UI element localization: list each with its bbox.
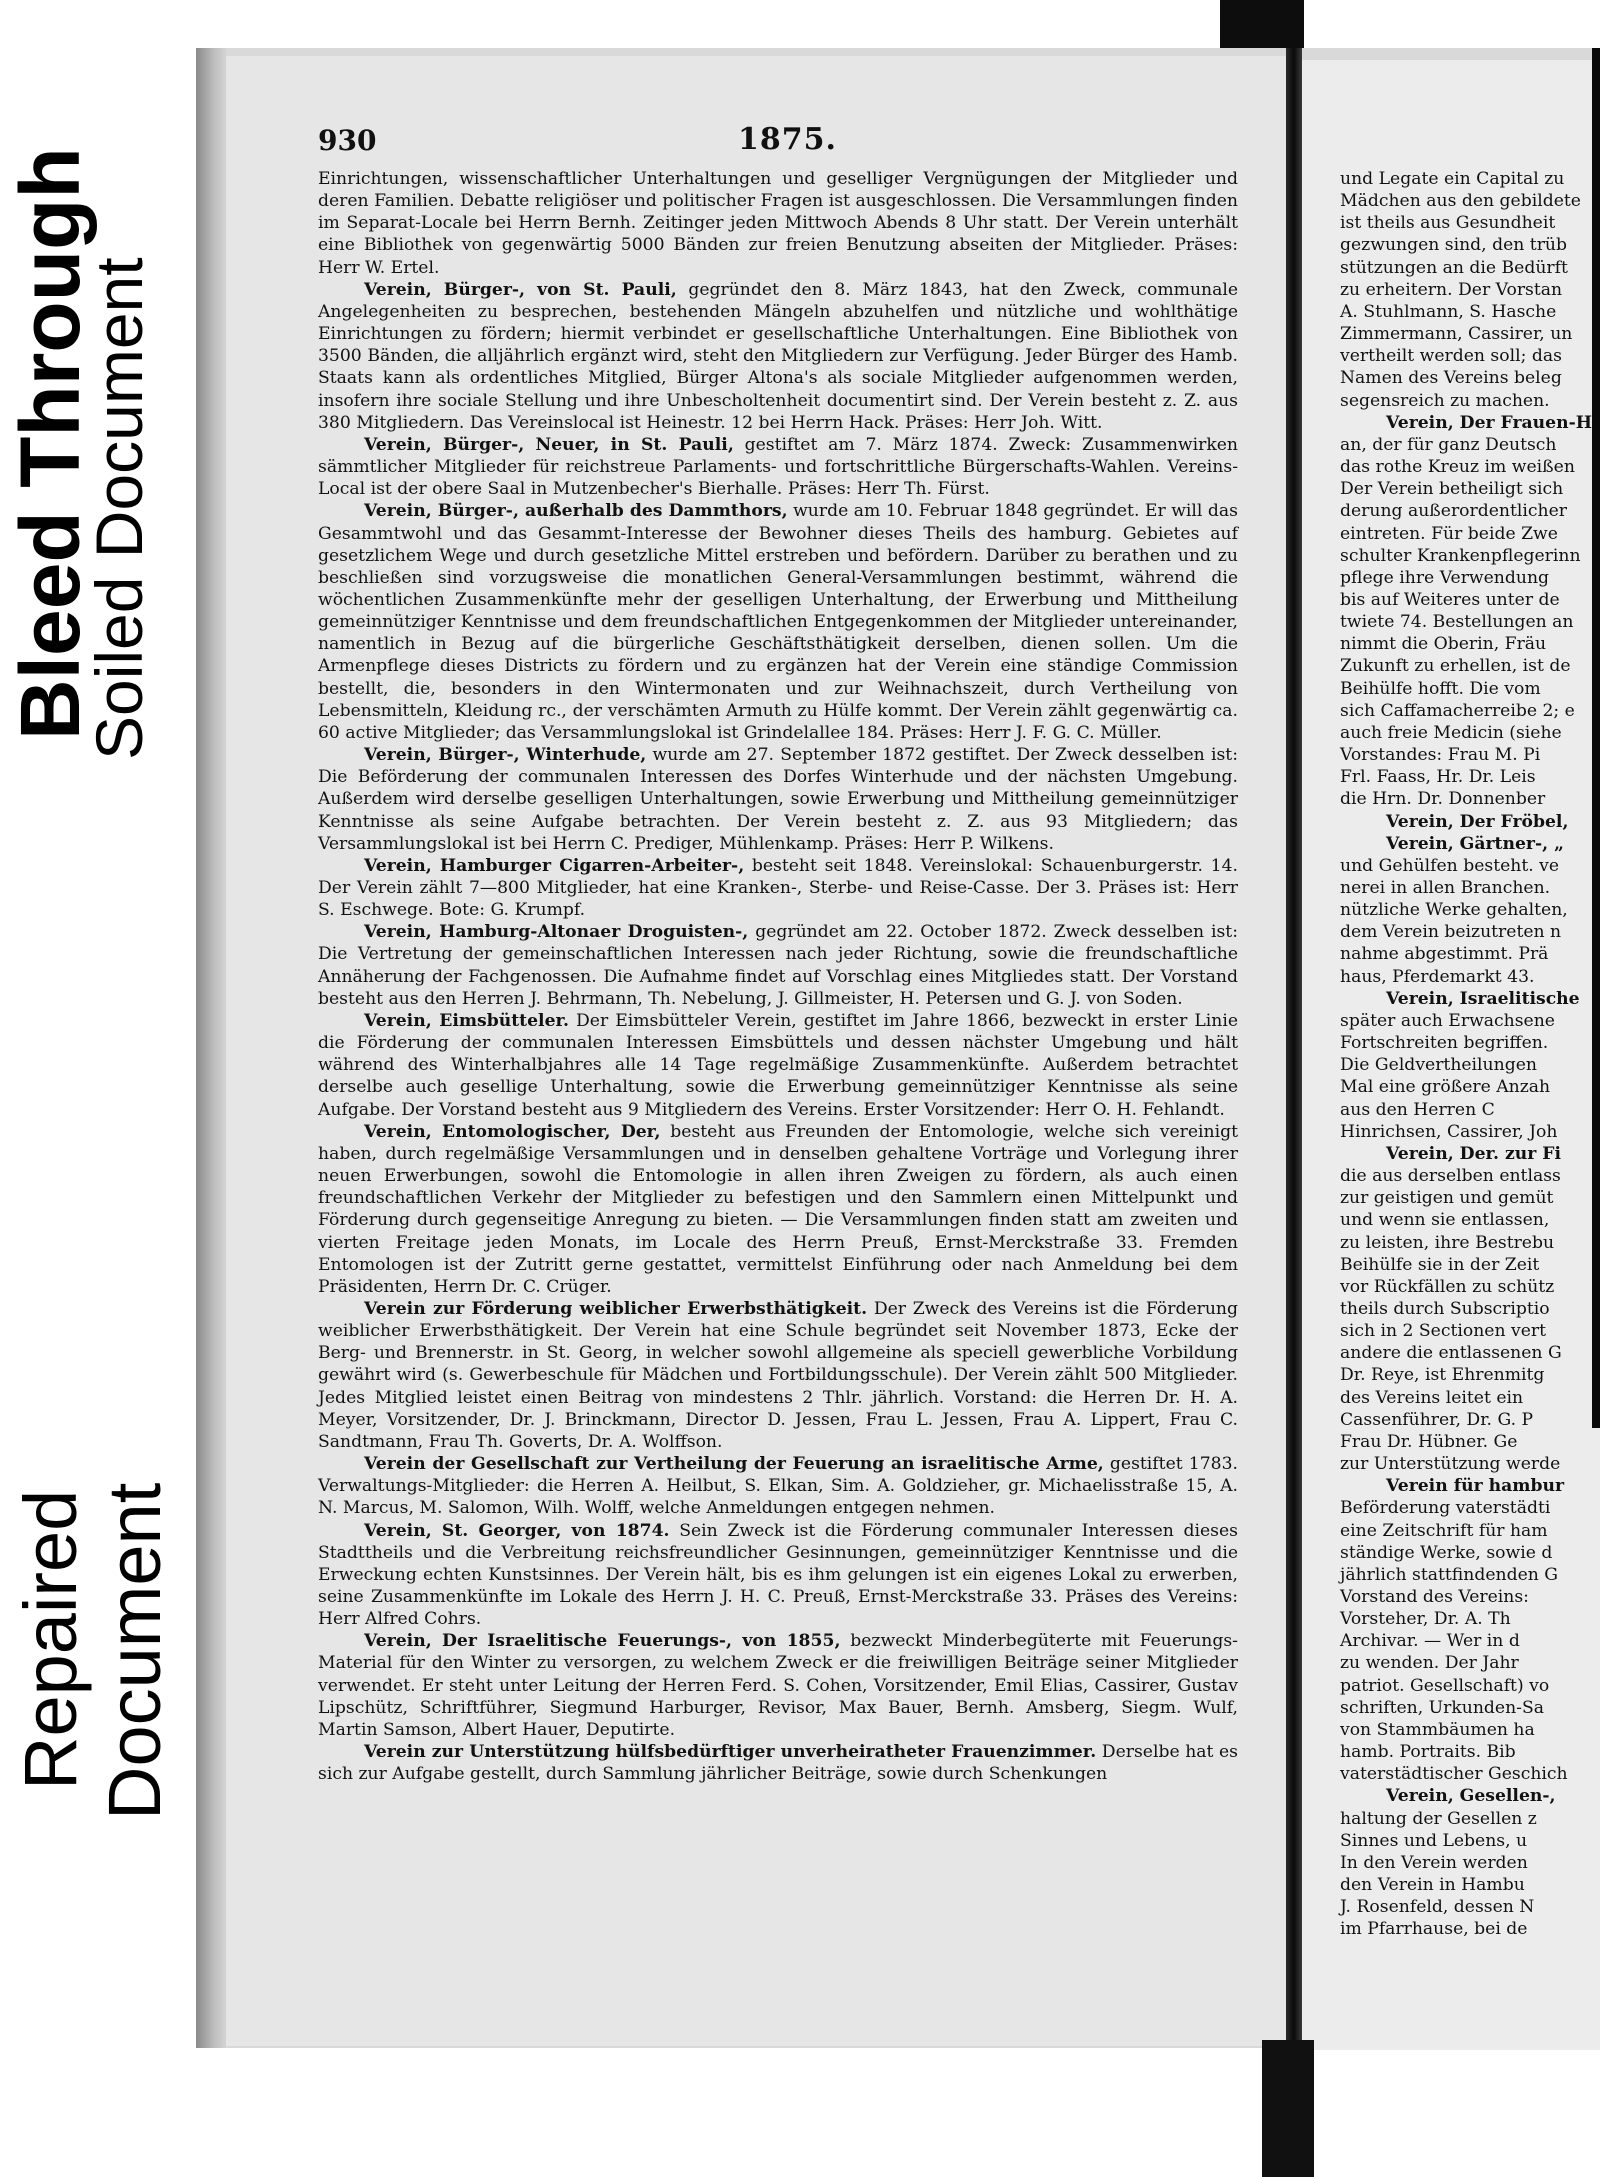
right-page-line: J. Rosenfeld, dessen N [1340, 1897, 1535, 1918]
right-page-line: Fortschreiten begriffen. [1340, 1033, 1549, 1054]
entry-title: Verein, Entomologischer, Der, [364, 1121, 661, 1142]
right-page-line: vaterstädtischer Geschich [1340, 1764, 1568, 1785]
right-page-line: zu leisten, ihre Bestrebu [1340, 1232, 1555, 1253]
entry [318, 279, 1238, 434]
right-page-line: an, der für ganz Deutsch [1340, 434, 1557, 455]
right-page-line: Vorstandes: Frau M. Pi [1340, 745, 1541, 766]
right-page-line: das rothe Kreuz im weißen [1340, 457, 1575, 478]
black-tab-top [1220, 0, 1304, 54]
right-page-line: zu erheitern. Der Vorstan [1340, 279, 1563, 300]
entry-title: Verein, St. Georger, von 1874. [364, 1520, 670, 1541]
right-page-line: nützliche Werke gehalten, [1340, 900, 1568, 921]
right-page-line: von Stammbäumen ha [1340, 1719, 1535, 1740]
entry [318, 1121, 1238, 1298]
right-page-line: Cassenführer, Dr. G. P [1340, 1409, 1534, 1430]
entry [318, 1010, 1238, 1121]
right-page-line: A. Stuhlmann, S. Hasche [1340, 301, 1557, 322]
entry-title: Verein der Gesellschaft zur Vertheilung der Feuerung an israelitische Arme, [364, 1454, 1104, 1475]
entry [318, 1453, 1238, 1519]
right-page-line: und Gehülfen besteht. ve [1340, 855, 1560, 876]
right-page-line: Mädchen aus den gebildete [1340, 191, 1581, 212]
right-page-line: und Legate ein Capital zu [1340, 169, 1565, 189]
entry-title: Verein, Bürger-, Winterhude, [364, 745, 647, 766]
entry-text: Einrichtungen, wissenschaftlicher Unterhaltungen und geselliger Vergnügungen der Mitglieder und deren Familien. Debatte religiöser und politischer Fragen ist ausgeschlossen. Die Versammlungen finden im Separat-Locale bei Herrn Bernh. Zeitinger jeden Mittwoch Abends 8 Uhr statt. Der Verein unterhält eine Bibliothek von gegenwärtig 5000 Bänden zur freien Benutzung abseiten der Mitglieder. Präses: Herr W. Ertel. [318, 169, 1238, 278]
right-page-line: Zimmermann, Cassirer, un [1340, 324, 1573, 345]
right-page-line: sich Caffamacherreibe 2; e [1340, 700, 1575, 721]
right-page-line: Namen des Vereins beleg [1340, 368, 1562, 389]
right-page-line: sich in 2 Sectionen vert [1340, 1321, 1547, 1342]
entry [318, 500, 1238, 744]
right-page-line: Verein, Der Frauen-H [1386, 412, 1592, 433]
right-page-line: zu wenden. Der Jahr [1340, 1653, 1519, 1674]
right-page-line: die Hrn. Dr. Donnenber [1340, 789, 1546, 810]
entry-text: gegründet am 22. October 1872. Zweck desselben ist: Die Vertretung der gemeinschaftlichen Interessen nach jeder Richtung, sowie die freundschaftliche Annäherung der Fachgenossen. Die Aufnahme findet auf Vorschlag eines Mitgliedes statt. Der Vorstand besteht aus den Herren J. Behrmann, Th. Nebelung, J. Gillmeister, H. Petersen und G. J. von Soden. [318, 922, 1238, 1009]
entry-text: gestiftet 1783. Verwaltungs-Mitglieder: die Herren A. Heilbut, S. Elkan, Sim. A. Goldzieher, gr. Michaelisstraße 15, A. N. Marcus, M. Salomon, Wilh. Wolff, welche Anmeldungen entgegen nehmen. [318, 1454, 1238, 1519]
right-page-line: Hinrichsen, Cassirer, Joh [1340, 1121, 1558, 1142]
right-page-line: Beförderung vaterstädti [1340, 1498, 1551, 1519]
right-page-line: Vorsteher, Dr. A. Th [1340, 1609, 1511, 1630]
entry-text: gegründet den 8. März 1843, hat den Zweck, communale Angelegenheiten zu besprechen, bestehenden Mängeln abzuhelfen und nützliche und wohlthätige Einrichtungen zu fördern; hiermit verbindet er gesellschaftliche Unterhaltungen. Eine Bibliothek von 3500 Bänden, die alljährlich ergänzt wird, steht den Mitgliedern zur Verfügung. Jeder Bürger des Hamb. Staats kann als ordentliches Mitglied, Bürger Altona's als sociale Mitglieder aufgenommen werden, insofern ihre sociale Stellung und ihre Unbescholtenheit documentirt sind. Der Verein besteht z. Z. aus 380 Mitgliedern. Das Vereinslocal ist Heinestr. 12 bei Herrn Hack. Präses: Herr Joh. Witt. [318, 279, 1238, 433]
right-page-line: aus den Herren C [1340, 1099, 1495, 1120]
right-page-line: Beihülfe sie in der Zeit [1340, 1254, 1540, 1275]
right-page-line: dem Verein beizutreten n [1340, 922, 1562, 943]
right-page-line: derung außerordentlicher [1340, 501, 1567, 522]
entry-text: besteht seit 1848. Vereinslokal: Schauenburgerstr. 14. Der Verein zählt 7—800 Mitglieder, hat eine Kranken-, Sterbe- und Reise-Casse. Der 3. Präses ist: Herr S. Eschwege. Bote: G. Krumpf. [318, 855, 1238, 921]
bleed-through-label: Bleed Through [3, 147, 97, 740]
right-page-line: Archivar. — Wer in d [1340, 1631, 1520, 1652]
entry-title: Verein zur Unterstützung hülfsbedürftiger unverheiratheter Frauenzimmer. [364, 1742, 1097, 1763]
right-page-line: nahme abgestimmt. Prä [1340, 944, 1549, 965]
right-page-line: nimmt die Oberin, Fräu [1340, 634, 1547, 655]
entry-title: Verein, Eimsbütteler. [364, 1010, 569, 1031]
right-page-line: Zukunft zu erhellen, ist de [1340, 656, 1571, 677]
entry [318, 168, 1238, 279]
entry-text: bezweckt Minderbegüterte mit Feuerungs-Material für den Winter zu versorgen, zu welchem Zweck er die freiwilligen Beiträge seiner Mitglieder verwendet. Er steht unter Leitung der Herren Ferd. S. Cohen, Vorsitzender, Emil Elias, Cassirer, Gustav Lipschütz, Schriftführer, Siegmund Harburger, Revisor, Max Bauer, Bernh. Amsberg, Siegm. Wulf, Martin Samson, Albert Hauer, Deputirte. [318, 1631, 1238, 1740]
right-page-line: ist theils aus Gesundheit [1340, 213, 1556, 234]
right-page-line: und wenn sie entlassen, [1340, 1210, 1550, 1231]
right-page-line: haltung der Gesellen z [1340, 1808, 1537, 1829]
entry-text: Sein Zweck ist die Förderung communaler Interessen dieses Stadttheils und die Verbreitung reichsfreundlicher Gesinnungen, gemeinnütziger Kenntnisse und die Erweckung echten Kunstsinnes. Der Verein hält, bis es ihm gelungen ist ein eigenes Lokal zu erwerben, seine Zusammenkünfte im Lokale des Herrn J. H. C. Preuß, Ernst-Merckstraße 33. Präses des Vereins: Herr Alfred Cohrs. [318, 1520, 1238, 1630]
right-page-line: eine Zeitschrift für ham [1340, 1520, 1548, 1541]
page-year-heading: 1875. [738, 122, 837, 157]
entry-title: Verein, Bürger-, von St. Pauli, [364, 279, 677, 300]
black-tab-bottom [1262, 2040, 1314, 2177]
right-page-line: patriot. Gesellschaft) vo [1340, 1675, 1550, 1696]
entry [318, 434, 1238, 500]
right-page-text [1340, 168, 1600, 1941]
entry [318, 1298, 1238, 1453]
right-page-line: nerei in allen Branchen. [1340, 878, 1551, 898]
right-page-line: haus, Pferdemarkt 43. [1340, 966, 1535, 987]
right-page-line: eintreten. Für beide Zwe [1340, 523, 1558, 544]
right-page-line: bis auf Weiteres unter de [1340, 589, 1560, 610]
entry-text: Der Eimsbütteler Verein, gestiftet im Jahre 1866, bezweckt in erster Linie die Förderung der communalen Interessen Eimsbüttels und dessen nächster Umgebung und hält während des Winterhalbjahres alle 14 Tage regelmäßige Zusammenkünfte. Außerdem betrachtet derselbe auch gesellige Unterhaltung, sowie die Erwerbung gemeinnütziger Kenntnisse als seine Aufgabe. Der Vorstand besteht aus 9 Mitgliedern des Vereins. Erster Vorsitzender: Herr O. H. Fehlandt. [318, 1010, 1239, 1120]
entry-title: Verein, Bürger-, Neuer, in St. Pauli, [364, 434, 734, 455]
right-page-line: Dr. Reye, ist Ehrenmitg [1340, 1365, 1545, 1386]
repaired-label: Repaired [9, 1489, 92, 1790]
right-page-line: zur geistigen und gemüt [1340, 1188, 1554, 1209]
right-page-line: vertheilt werden soll; das [1340, 346, 1562, 367]
right-page-line: twiete 74. Bestellungen an [1340, 612, 1574, 633]
entry-title: Verein, Bürger-, außerhalb des Dammthors, [364, 501, 788, 522]
right-page-line: Der Verein betheiligt sich [1340, 479, 1564, 500]
soiled-document-label: Soiled Document [82, 257, 156, 760]
right-page-line: ständige Werke, sowie d [1340, 1542, 1553, 1563]
right-page-line: die aus derselben entlass [1340, 1166, 1561, 1187]
right-page-line: theils durch Subscriptio [1340, 1298, 1550, 1319]
right-page-line: zur Unterstützung werde [1340, 1454, 1561, 1475]
page-number: 930 [318, 124, 377, 157]
repaired-document-label: Document [93, 1482, 176, 1820]
page-edge-shadow [196, 48, 226, 2048]
right-page-line: Mal eine größere Anzah [1340, 1077, 1551, 1098]
entry-text: Der Zweck des Vereins ist die Förderung weiblicher Erwerbsthätigkeit. Der Verein hat eine Schule begründet seit November 1873, Ecke der Berg- und Brennerstr. in St. Georg, in welcher sowohl allgemeine als speciell gewerbliche Vorbildung gewährt wird (s. Gewerbeschule für Mädchen und Fortbildungsschule). Der Verein zählt 500 Mitglieder. Jedes Mitglied leistet einen Beitrag von mindestens 2 Thlr. jährlich. Vorstand: die Herren Dr. H. A. Meyer, Vorsitzender, Dr. J. Brinckmann, Director D. Jessen, Frau L. Jessen, Frau A. Lippert, Frau C. Sandtmann, Frau Th. Goverts, Dr. A. Wolffson. [318, 1298, 1238, 1452]
right-page-line: Verein, Israelitische [1386, 988, 1580, 1009]
right-page-line: Die Geldvertheilungen [1340, 1055, 1537, 1076]
entry-title: Verein, Hamburg-Altonaer Droguisten-, [364, 922, 749, 943]
right-page-line: später auch Erwachsene [1340, 1010, 1555, 1031]
right-page-line: stützungen an die Bedürft [1340, 257, 1568, 278]
entry-title: Verein zur Förderung weiblicher Erwerbsthätigkeit. [364, 1298, 868, 1319]
right-page-line: Frl. Faass, Hr. Dr. Leis [1340, 767, 1536, 788]
right-page-line: Verein, Der Fröbel, [1386, 811, 1569, 832]
right-page-line: Vorstand des Vereins: [1340, 1587, 1529, 1607]
entry-text: besteht aus Freunden der Entomologie, welche sich vereinigt haben, durch regelmäßige Versammlungen und in denselben gehaltene Vorträge und Vorlegung ihrer neuen Erwerbungen, sowohl die Entomologie in allen ihren Zweigen zu fördern, als auch einen freundschaftlichen Verkehr der Mitglieder zu befestigen und den Sammlern einen Mittelpunkt und Förderung durch gegenseitige Anregung zu bieten. — Die Versammlungen finden statt am zweiten und vierten Freitage jeden Monats, im Locale des Herrn Preuß, Ernst-Merckstraße 33. Fremden Entomologen ist der Zutritt gerne gestattet, vermittelst Einführung oder nach Anmeldung bei dem Präsidenten, Herrn Dr. C. Crüger. [318, 1121, 1238, 1297]
entry [318, 1630, 1238, 1741]
right-page-line: jährlich stattfindenden G [1340, 1564, 1559, 1585]
right-page-line: schriften, Urkunden-Sa [1340, 1697, 1544, 1718]
right-page-line: Beihülfe hofft. Die vom [1340, 678, 1541, 699]
main-text-column [318, 168, 1238, 1785]
right-page-line: vor Rückfällen zu schütz [1340, 1276, 1555, 1297]
entry-text: wurde am 10. Februar 1848 gegründet. Er will das Gesammtwohl und das Gesammt-Interesse der Bewohner dieses Theils des hamburg. Gebietes auf gesetzlichem Wege und durch gesetzliche Mittel erstreben und befördern. Darüber zu berathen und zu beschließen sind vorzugsweise die monatlichen General-Versammlungen bestimmt, während die wöchentlichen Zusammenkünfte mehr der geselligen Unterhaltung, der Erwerbung und Mittheilung gemeinnütziger Kenntnisse und dem freundschaftlichen Entgegenkommen der Mitglieder untereinander, namentlich in Bezug auf die bürgerliche Geschäftsthätigkeit derselben, dienen sollen. Um die Armenpflege dieses Districts zu fördern und zu ergänzen hat der Verein eine ständige Commission bestellt, die, besonders in den Wintermonaten und zur Weihnachszeit, durch Vertheilung von Lebensmitteln, Kleidung rc., der verschämten Armuth zu Hülfe kommt. Der Verein zählt gegenwärtig ca. 60 active Mitglieder; das Versammlungslokal ist Grindelallee 184. Präses: Herr J. F. G. C. Müller. [318, 501, 1238, 743]
entry-text: wurde am 27. September 1872 gestiftet. Der Zweck desselben ist: Die Beförderung der communalen Interessen des Dorfes Winterhude und der nächsten Umgebung. Außerdem wird derselbe geselligen Unterhaltungen, sowie Erwerbung und Mittheilung gemeinnütziger Kenntnisse als seine Aufgabe betrachten. Der Verein besteht z. Z. aus 93 Mitgliedern; das Versammlungslokal ist bei Herrn C. Prediger, Mühlenkamp. Präses: Herr P. Wilkens. [318, 745, 1238, 854]
right-page-line: den Verein in Hambu [1340, 1875, 1525, 1896]
right-page-line: Verein, Gärtner-, „ [1386, 833, 1564, 854]
entry [318, 855, 1238, 921]
entry-text: gestiftet am 7. März 1874. Zweck: Zusammenwirken sämmtlicher Mitglieder für reichstreue Parlaments- und fortschrittliche Bürgerschafts-Wahlen. Vereins-Local ist der obere Saal in Mutzenbecher's Bierhalle. Präses: Herr Th. Fürst. [318, 434, 1238, 500]
right-page-line: auch freie Medicin (siehe [1340, 722, 1562, 743]
right-page-line: des Vereins leitet ein [1340, 1387, 1524, 1408]
right-page-line: andere die entlassenen G [1340, 1343, 1562, 1364]
entry [318, 744, 1238, 855]
book-gutter [1286, 48, 1302, 2048]
right-page-line: Verein, Gesellen-, [1386, 1786, 1556, 1807]
right-page-line: im Pfarrhause, bei de [1340, 1919, 1528, 1940]
right-page-line: Verein für hambur [1386, 1476, 1565, 1497]
entry-text: Derselbe hat es sich zur Aufgabe gestellt, durch Sammlung jährlicher Beiträge, sowie durch Schenkungen [318, 1742, 1238, 1785]
entry [318, 1741, 1238, 1785]
right-page-line: Verein, Der. zur Fi [1386, 1143, 1561, 1164]
right-page-line: gezwungen sind, den trüb [1340, 235, 1568, 256]
right-page-line: schulter Krankenpflegerinn [1340, 545, 1581, 566]
entry-title: Verein, Hamburger Cigarren-Arbeiter-, [364, 855, 745, 876]
right-page-line: Sinnes und Lebens, u [1340, 1830, 1528, 1851]
right-page-line: pflege ihre Verwendung [1340, 567, 1550, 588]
entry-title: Verein, Der Israelitische Feuerungs-, von 1855, [364, 1631, 841, 1652]
entry [318, 1520, 1238, 1631]
right-page-line: Frau Dr. Hübner. Ge [1340, 1431, 1518, 1452]
entry [318, 921, 1238, 1010]
right-page-line: In den Verein werden [1340, 1852, 1528, 1873]
right-page-line: hamb. Portraits. Bib [1340, 1742, 1516, 1763]
right-page-line: segensreich zu machen. [1340, 390, 1550, 411]
